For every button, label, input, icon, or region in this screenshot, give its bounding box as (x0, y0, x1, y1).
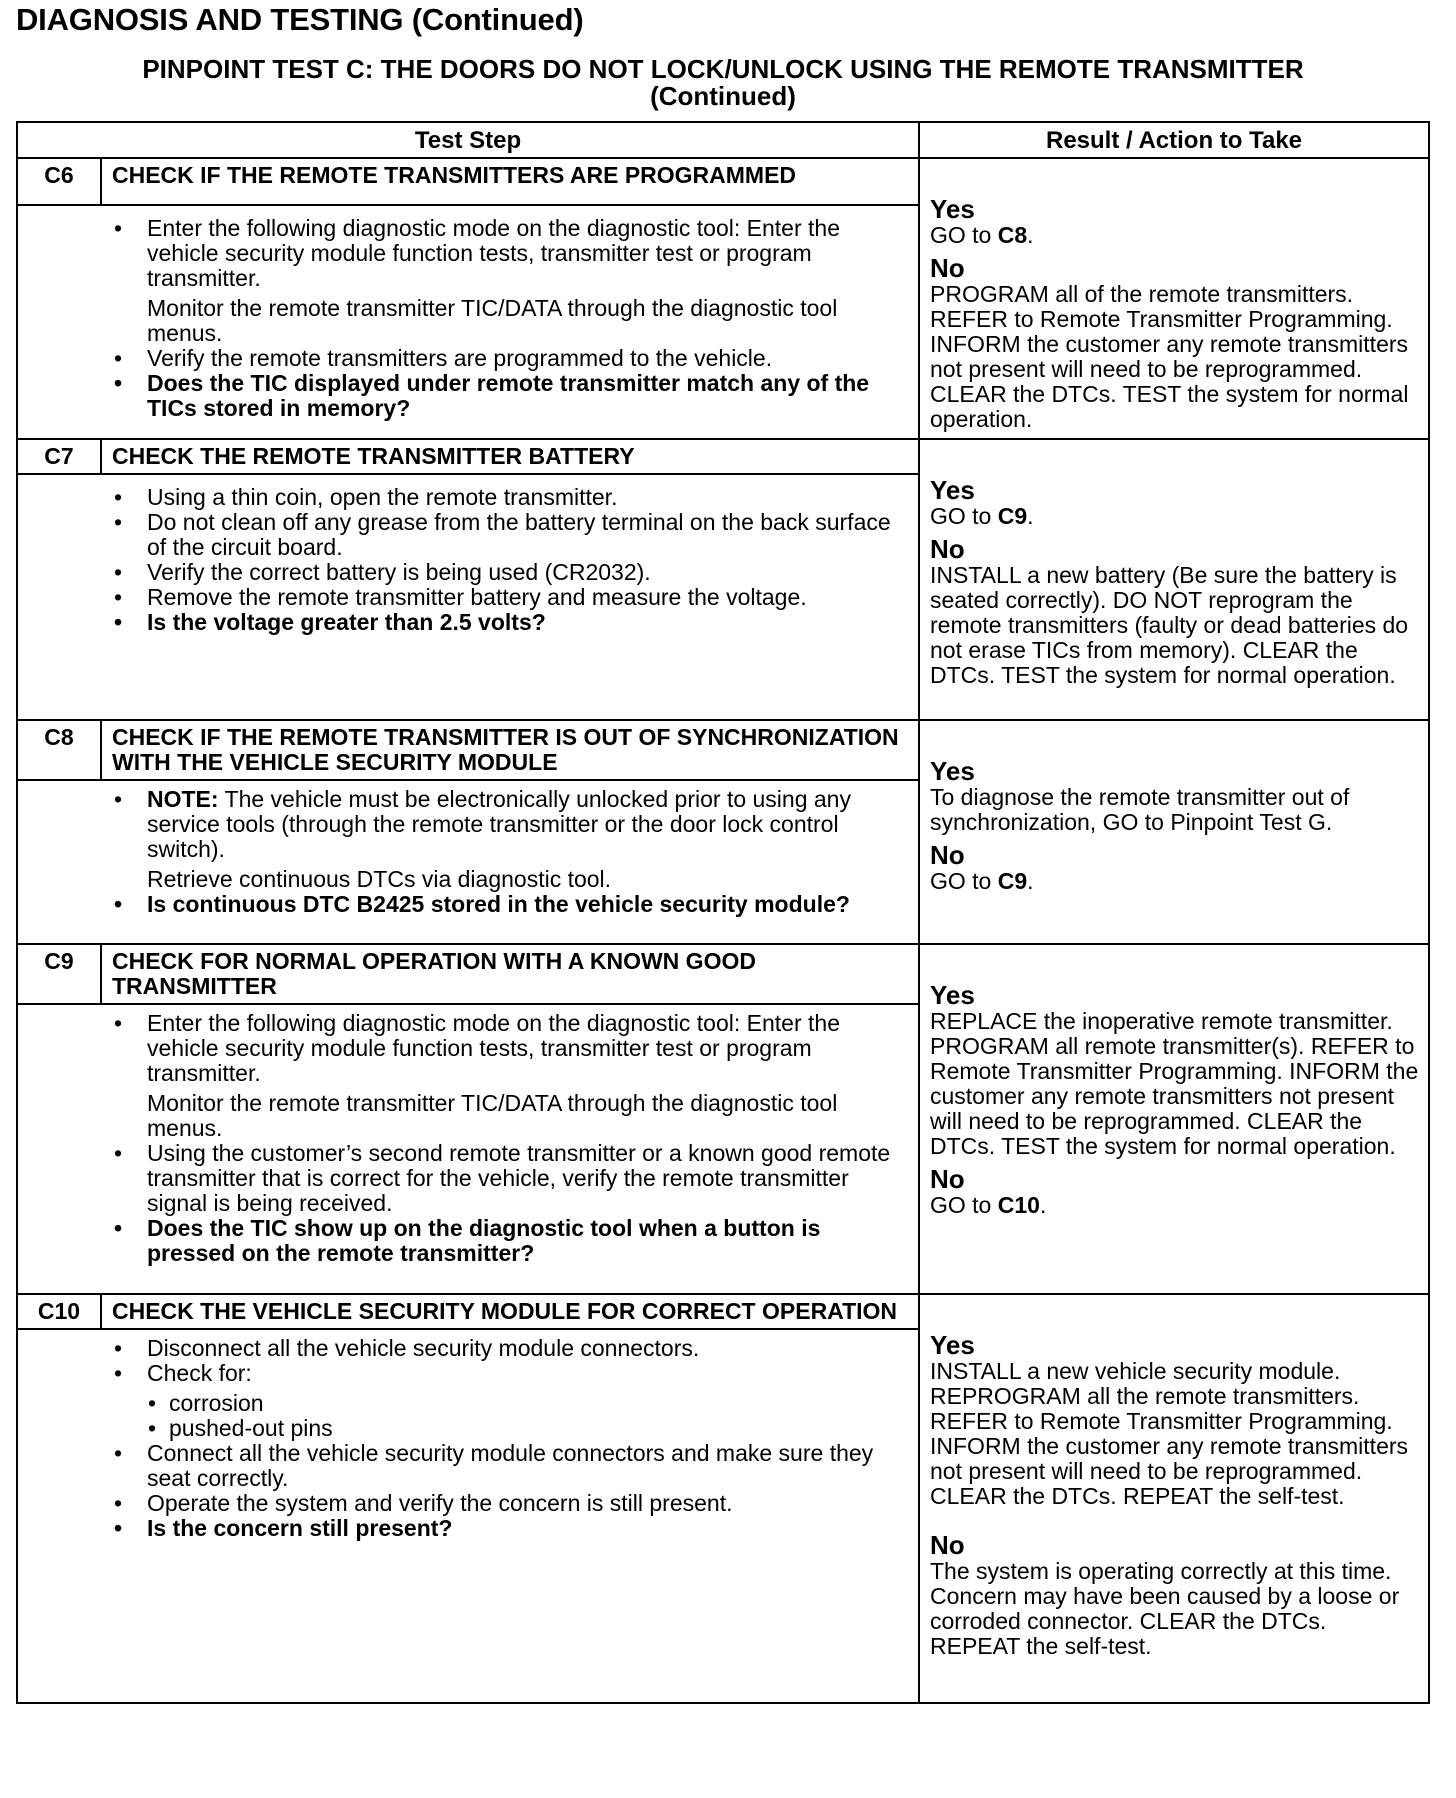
step-id: C8 (17, 720, 101, 780)
test-title-line2: (Continued) (650, 81, 796, 111)
step-instructions (17, 1005, 918, 1276)
step-instructions (17, 475, 918, 645)
step-body (101, 1004, 919, 1294)
step-body (101, 474, 919, 720)
step-result (919, 158, 1429, 439)
list-item: • Verify the correct battery is being used (CR2032). (114, 559, 651, 585)
list-item: • Is the voltage greater than 2.5 volts? (114, 609, 546, 635)
step-body (101, 205, 919, 439)
result-yes-label: Yes (930, 756, 975, 786)
step-reference: C10 (997, 1192, 1040, 1218)
step-title: CHECK IF THE REMOTE TRANSMITTER IS OUT OF SYNCHRONIZATION WITH THE VEHICLE SECURITY MODULE (101, 720, 919, 780)
step-id: C10 (17, 1294, 101, 1329)
result-no-text: GO to C10. (930, 1192, 1047, 1218)
list-item: • pushed-out pins (148, 1415, 333, 1441)
step-title-row (17, 944, 1429, 1004)
result-yes-label: Yes (930, 1330, 975, 1360)
table-header-row (17, 122, 1429, 158)
step-title: CHECK THE REMOTE TRANSMITTER BATTERY (101, 439, 919, 474)
list-item: • Is continuous DTC B2425 stored in the vehicle security module? (114, 891, 850, 917)
result-yes-label: Yes (930, 194, 975, 224)
result-no-label: No (930, 1164, 965, 1194)
result-no-text: GO to C9. (930, 868, 1034, 894)
step-reference: C9 (997, 503, 1028, 529)
step-title-row (17, 439, 1429, 474)
result-yes-text: To diagnose the remote transmitter out of synchronization, GO to Pinpoint Test G. (930, 784, 1350, 835)
list-item: Monitor the remote transmitter TIC/DATA through the diagnostic tool menus. (147, 1090, 838, 1141)
result-no-label: No (930, 1530, 965, 1560)
test-title-line1: PINPOINT TEST C: THE DOORS DO NOT LOCK/UNLOCK USING THE REMOTE TRANSMITTER (142, 54, 1304, 84)
step-result (919, 1294, 1429, 1703)
diagnostic-table (16, 121, 1430, 1704)
list-item: • NOTE: The vehicle must be electronically unlocked prior to using any service tools (through the remote transmitter or the door lock control switch). (114, 786, 851, 862)
list-item: • Enter the following diagnostic mode on the diagnostic tool: Enter the vehicle security module function tests, transmitter test or program transmitter. (114, 215, 840, 291)
step-id: C6 (17, 158, 101, 205)
list-item: • corrosion (148, 1390, 264, 1416)
step-instructions (17, 781, 918, 927)
step-body (101, 1329, 919, 1703)
result-no-label: No (930, 534, 965, 564)
list-item: • Using a thin coin, open the remote transmitter. (114, 484, 618, 510)
pinpoint-test-title (16, 56, 1430, 110)
step-title-row (17, 158, 1429, 205)
result-yes-text: GO to C8. (930, 222, 1034, 248)
step-id: C9 (17, 944, 101, 1004)
result-yes-text: GO to C9. (930, 503, 1034, 529)
list-item: • Does the TIC displayed under remote transmitter match any of the TICs stored in memory? (114, 370, 870, 421)
step-result (919, 944, 1429, 1294)
step-title: CHECK THE VEHICLE SECURITY MODULE FOR CORRECT OPERATION (101, 1294, 919, 1329)
note-label: NOTE: (147, 786, 219, 812)
result-yes-text: REPLACE the inoperative remote transmitter. PROGRAM all remote transmitter(s). REFER to Remote Transmitter Programming. INFORM the customer any remote transmitters not present will need to be reprogrammed. CLEAR the DTCs. TEST the system for normal operation. (930, 1008, 1419, 1159)
list-item: • Disconnect all the vehicle security module connectors. (114, 1335, 700, 1361)
result-no-text: PROGRAM all of the remote transmitters. REFER to Remote Transmitter Programming. INFORM the customer any remote transmitters not present will need to be reprogrammed. CLEAR the DTCs. TEST the system for normal operation. (930, 281, 1409, 432)
list-item: • Using the customer’s second remote transmitter or a known good remote transmitter that is correct for the vehicle, verify the remote transmitter signal is being received. (114, 1140, 891, 1216)
step-result (919, 439, 1429, 720)
list-item: • Verify the remote transmitters are programmed to the vehicle. (114, 345, 773, 371)
header-test-step: Test Step (17, 122, 919, 158)
step-title: CHECK IF THE REMOTE TRANSMITTERS ARE PROGRAMMED (101, 158, 919, 205)
result-yes-label: Yes (930, 475, 975, 505)
list-item: • Operate the system and verify the concern is still present. (114, 1490, 733, 1516)
step-result (919, 720, 1429, 944)
step-instructions (17, 206, 918, 431)
result-yes-text: INSTALL a new vehicle security module. REPROGRAM all the remote transmitters. REFER to Remote Transmitter Programming. INFORM the customer any remote transmitters not present will need to be reprogrammed. CLEAR the DTCs. REPEAT the self-test. (930, 1358, 1409, 1509)
list-item: • Remove the remote transmitter battery and measure the voltage. (114, 584, 807, 610)
step-body (101, 780, 919, 944)
header-result-action: Result / Action to Take (919, 122, 1429, 158)
result-no-label: No (930, 253, 965, 283)
result-yes-label: Yes (930, 980, 975, 1010)
list-item: • Do not clean off any grease from the battery terminal on the back surface of the circuit board. (114, 509, 891, 560)
step-title-row (17, 720, 1429, 780)
list-item: • Is the concern still present? (114, 1515, 453, 1541)
step-reference: C9 (997, 868, 1028, 894)
page-heading: DIAGNOSIS AND TESTING (Continued) (16, 2, 584, 37)
list-item: • Connect all the vehicle security module connectors and make sure they seat correctly. (114, 1440, 874, 1491)
step-title: CHECK FOR NORMAL OPERATION WITH A KNOWN GOOD TRANSMITTER (101, 944, 919, 1004)
result-no-text: INSTALL a new battery (Be sure the battery is seated correctly). DO NOT reprogram the remote transmitters (faulty or dead batteries do not erase TICs from memory). CLEAR the DTCs. TEST the system for normal operation. (930, 562, 1409, 688)
step-instructions (17, 1330, 918, 1551)
list-item: • Check for: (114, 1360, 252, 1386)
list-item: • Enter the following diagnostic mode on the diagnostic tool: Enter the vehicle security module function tests, transmitter test or program transmitter. (114, 1010, 840, 1086)
result-no-label: No (930, 840, 965, 870)
step-title-row (17, 1294, 1429, 1329)
list-item: • Does the TIC show up on the diagnostic tool when a button is pressed on the remote transmitter? (114, 1215, 821, 1266)
step-id: C7 (17, 439, 101, 474)
list-item: Retrieve continuous DTCs via diagnostic tool. (147, 866, 612, 892)
result-no-text: The system is operating correctly at this time. Concern may have been caused by a loose or corroded connector. CLEAR the DTCs. REPEAT the self-test. (930, 1558, 1400, 1659)
list-item: Monitor the remote transmitter TIC/DATA through the diagnostic tool menus. (147, 295, 838, 346)
step-reference: C8 (997, 222, 1028, 248)
